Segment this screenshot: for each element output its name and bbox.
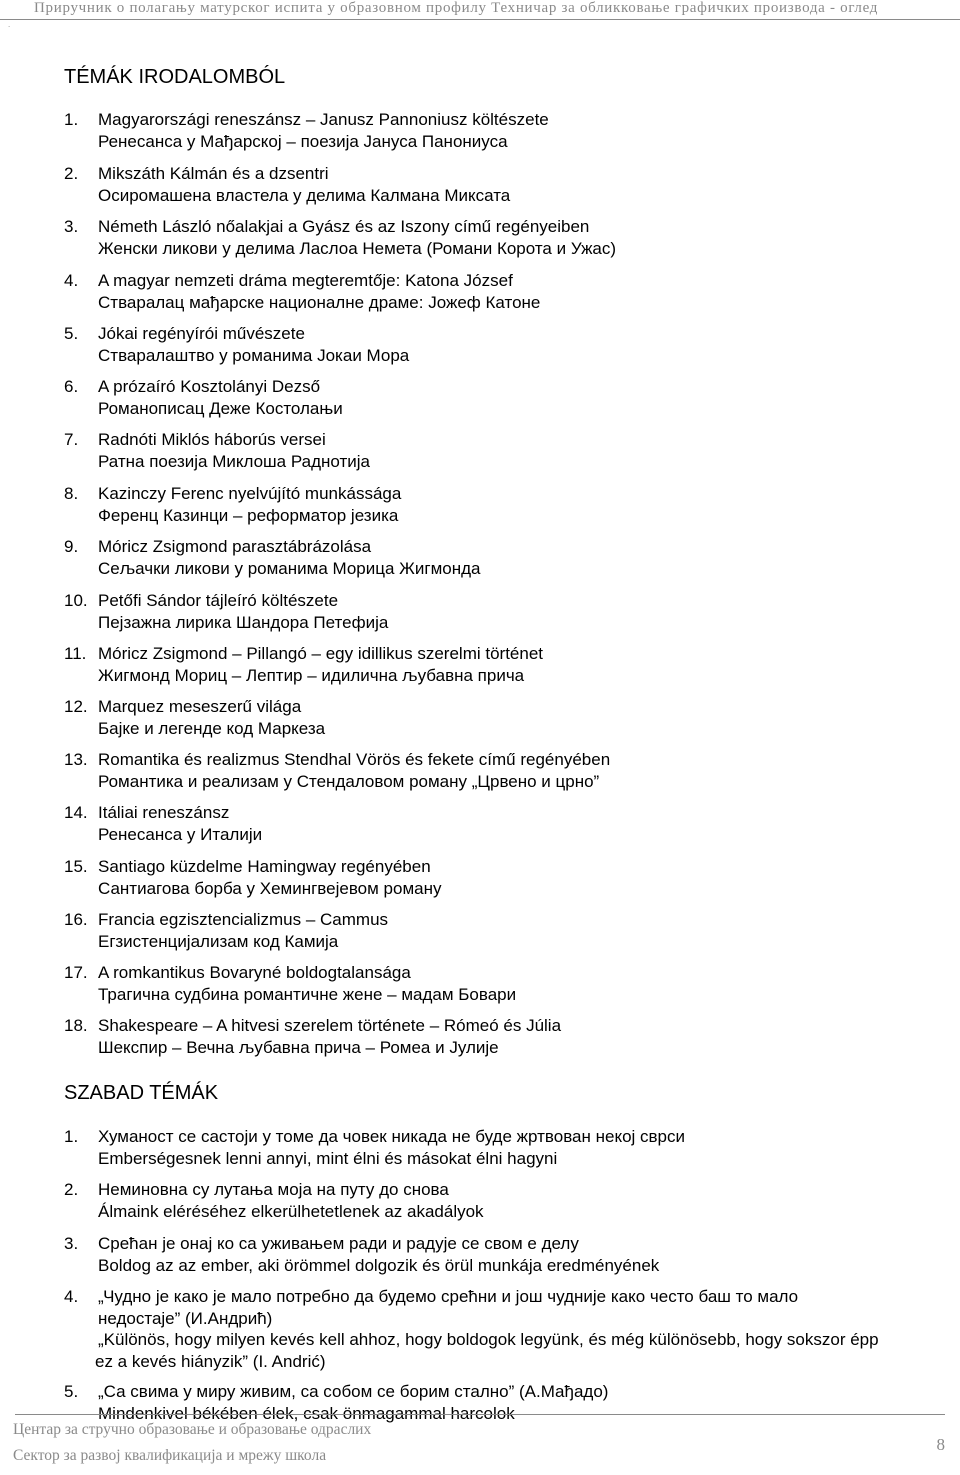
item-line: Emberségesnek lenni annyi, mint élni és másokat élni hagyni xyxy=(98,1148,558,1168)
item-line: Бајке и легенде код Маркеза xyxy=(98,718,326,738)
item-line: Шекспир – Вечна љубавна прича – Ромеа и Јулије xyxy=(98,1037,499,1057)
list-item xyxy=(64,323,409,366)
list-item xyxy=(64,376,343,419)
item-line: Трагична судбина романтичне жене – мадам Бовари xyxy=(98,984,517,1004)
list-item xyxy=(64,962,516,1005)
item-number: 7. xyxy=(64,430,79,449)
footer-line-2: Сектор за развој квалификација и мрежу школа xyxy=(13,1447,327,1464)
list-item xyxy=(64,749,610,792)
item-number: 5. xyxy=(64,324,79,343)
item-line: Женски ликови у делима Ласлоа Немета (Романи Корота и Ужас) xyxy=(98,238,617,258)
item-line: Хуманост се састоји у томе да човек никада не буде жртвован некој сврси xyxy=(98,1127,686,1146)
item-line: Magyarországi reneszánsz – Janusz Pannoniusz költészete xyxy=(98,110,549,129)
item-number: 10. xyxy=(64,591,88,610)
item-line: Сантиагова борба у Хемингвејевом роману xyxy=(98,878,442,898)
item-line: Романтика и реализам у Стендаловом роману „Црвено и црно” xyxy=(98,771,600,791)
item-line: Неминовна су лутања моја на путу до снова xyxy=(98,1180,449,1199)
item-number: 14. xyxy=(64,803,88,822)
item-number: 17. xyxy=(64,963,88,982)
item-line: Kazinczy Ferenc nyelvújító munkássága xyxy=(98,484,402,503)
list-item xyxy=(64,1286,879,1372)
list-item xyxy=(64,163,510,206)
item-line: Mindenkivel békében élek, csak önmagammal harcolok xyxy=(98,1403,515,1423)
item-number: 2. xyxy=(64,164,79,183)
list-item xyxy=(64,536,480,579)
item-line: „Чудно је како је мало потребно да будемо срећни и још чудније како често баш то мало xyxy=(98,1287,799,1306)
item-number: 4. xyxy=(64,271,79,290)
item-line: Сељачки ликови у романима Морица Жигмонда xyxy=(98,558,481,578)
list-item xyxy=(64,643,543,686)
item-line: „Különös, hogy milyen kevés kell ahhoz, hogy boldogok legyünk, és még különösebb, hogy sokszor épp xyxy=(98,1330,879,1349)
list-item xyxy=(64,802,262,845)
item-number: 8. xyxy=(64,484,79,503)
list-item xyxy=(64,1126,685,1169)
item-line: Radnóti Miklós háborús versei xyxy=(98,430,326,449)
item-line: A magyar nemzeti dráma megteremtője: Katona József xyxy=(98,271,513,290)
list-item xyxy=(64,216,616,259)
item-line: Пејзажна лирика Шандора Петефија xyxy=(98,612,389,632)
list-item xyxy=(64,590,388,633)
item-number: 1. xyxy=(64,1127,79,1146)
item-number: 11. xyxy=(64,644,87,663)
item-line: Mikszáth Kálmán és a dzsentri xyxy=(98,164,329,183)
item-number: 16. xyxy=(64,910,88,929)
item-line: Petőfi Sándor tájleíró költészete xyxy=(98,591,339,610)
page-number: 8 xyxy=(936,1435,945,1454)
item-line: Jókai regényírói művészete xyxy=(98,324,305,343)
list-item xyxy=(64,856,441,899)
item-line: Ференц Казинци – реформатор језика xyxy=(98,505,399,525)
item-line: Ратна поезија Миклоша Раднотија xyxy=(98,451,370,471)
item-line: Ренесанса у Мађарској – поезија Јануса Панониуса xyxy=(98,131,508,151)
item-number: 6. xyxy=(64,377,79,396)
item-line: ez a kevés hiányzik” (I. Andrić) xyxy=(95,1351,326,1371)
page-header: Приручник о полагању матурског испита у образовном профилу Техничар за обликковање графичких производа - оглед xyxy=(0,0,960,20)
item-line: A prózaíró Kosztolányi Dezső xyxy=(98,377,321,396)
item-line: Németh László nőalakjai a Gyász és az Iszony című regényeiben xyxy=(98,217,590,236)
list-item xyxy=(64,429,370,472)
item-number: 18. xyxy=(64,1016,88,1035)
item-line: Shakespeare – A hitvesi szerelem története – Rómeó és Júlia xyxy=(98,1016,562,1035)
item-line: Жигмонд Мориц – Лептир – идилична љубавна прича xyxy=(98,665,525,685)
item-number: 9. xyxy=(64,537,79,556)
item-line: Francia egzisztencializmus – Cammus xyxy=(98,910,389,929)
item-line: Осиромашена властела у делима Калмана Миксата xyxy=(98,185,511,205)
item-line: Егзистенцијализам код Камија xyxy=(98,931,339,951)
item-line: Ренесанса у Италији xyxy=(98,824,263,844)
section-title-free-topics: SZABAD TÉMÁK xyxy=(64,1082,219,1104)
item-line: Срећан је онај ко са уживањем ради и радује се свом е делу xyxy=(98,1234,579,1253)
item-line: Boldog az az ember, aki örömmel dolgozik és örül munkája eredményének xyxy=(98,1255,660,1275)
corner-mark: . xyxy=(8,20,11,29)
item-line: недостаје” (И.Андрић) xyxy=(98,1308,273,1328)
item-number: 15. xyxy=(64,857,88,876)
item-number: 3. xyxy=(64,217,79,236)
list-item xyxy=(64,483,401,526)
item-number: 2. xyxy=(64,1180,79,1199)
item-line: „Са свима у миру живим, са собом се борим стално” (А.Мађадо) xyxy=(98,1382,609,1401)
item-line: Santiago küzdelme Hamingway regényében xyxy=(98,857,431,876)
list-item xyxy=(64,1179,484,1222)
item-line: Móricz Zsigmond – Pillangó – egy idillikus szerelmi történet xyxy=(98,644,544,663)
item-line: Стваралаштво у романима Јокаи Мора xyxy=(98,345,410,365)
item-number: 1. xyxy=(64,110,79,129)
item-line: A romkantikus Bovaryné boldogtalansága xyxy=(98,963,411,982)
item-line: Marquez meseszerű világa xyxy=(98,697,302,716)
footer-line-1: Центар за стручно образовање и образовање одраслих xyxy=(13,1421,372,1438)
list-item xyxy=(64,696,325,739)
list-item xyxy=(64,1233,659,1276)
item-number: 12. xyxy=(64,697,88,716)
item-line: Стваралац мађарске националне драме: Јожеф Катоне xyxy=(98,292,541,312)
item-number: 13. xyxy=(64,750,88,769)
item-line: Romantika és realizmus Stendhal Vörös és fekete című regényében xyxy=(98,750,611,769)
item-line: Itáliai reneszánsz xyxy=(98,803,230,822)
item-number: 4. xyxy=(64,1287,79,1306)
item-line: Романописац Деже Костолањи xyxy=(98,398,343,418)
item-number: 3. xyxy=(64,1234,79,1253)
list-item xyxy=(64,909,388,952)
list-item xyxy=(64,109,549,152)
page-footer xyxy=(15,1414,945,1475)
item-line: Álmaink eléréséhez elkerülhetetlenek az akadályok xyxy=(98,1201,484,1221)
item-number: 5. xyxy=(64,1382,79,1401)
list-item xyxy=(64,1015,561,1058)
item-line: Móricz Zsigmond parasztábrázolása xyxy=(98,537,372,556)
list-item xyxy=(64,270,540,313)
section-title-literature: TÉMÁK IRODALOMBÓL xyxy=(64,66,286,88)
